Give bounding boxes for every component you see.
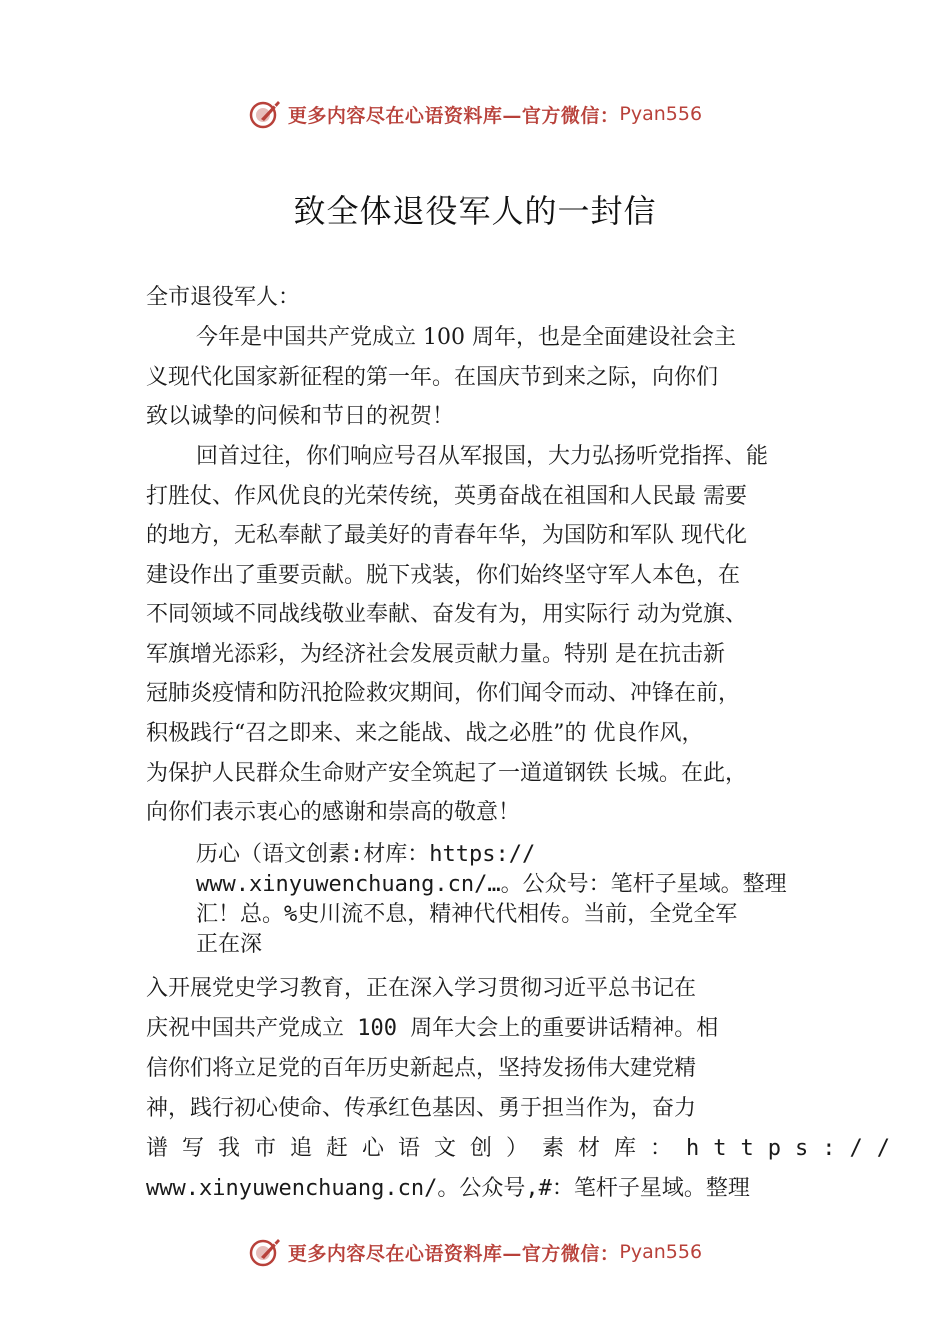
paragraph-line: 的地方，无私奉献了最美好的青春年华，为国防和军队 现代化 (146, 523, 747, 548)
paragraph-line: 义现代化国家新征程的第一年。在国庆节到来之际，向你们 (146, 365, 719, 390)
paragraph-line: 军旗增光添彩，为经济社会发展贡献力量。特别 是在抗击新 (146, 642, 725, 667)
paragraph-line: 为保护人民群众生命财产安全筑起了一道道钢铁 长城。在此， (146, 761, 747, 786)
footer-banner (0, 1232, 950, 1272)
paragraph-line: 入开展党史学习教育，正在深入学习贯彻习近平总书记在 (146, 976, 697, 1001)
paragraph-line: 神，践行初心使命、传承红色基因、勇于担当作为，奋力 (146, 1096, 697, 1121)
paragraph-line: 今年是中国共产党成立 100 周年，也是全面建设社会主 (196, 325, 736, 350)
paragraph-line: 冠肺炎疫情和防汛抢险救灾期间，你们闻令而动、冲锋在前， (146, 681, 741, 706)
paragraph-line: 信你们将立足党的百年历史新起点，坚持发扬伟大建党精 (146, 1056, 697, 1081)
paragraph-line: 向你们表示衷心的感谢和崇高的敬意！ (146, 800, 521, 825)
paragraph-line: 建设作出了重要贡献。脱下戎装，你们始终坚守军人本色，在 (146, 563, 741, 588)
banner-text: 更多内容尽在心语资料库—官方微信： (287, 1242, 620, 1265)
document-title: 致全体退役军人的一封信 (293, 192, 657, 230)
paragraph-line: 打胜仗、作风优良的光荣传统，英勇奋战在祖国和人民最 需要 (146, 484, 747, 509)
paragraph-line: 历心（语文创素:材库：https:// (196, 842, 536, 867)
quill-logo-icon (248, 1235, 282, 1269)
banner-wechat-id: Pyan556 (619, 103, 703, 125)
paragraph-line: www.xinyuwenchuang.cn/…。公众号：笔杆子星域。整理 (196, 872, 787, 897)
paragraph-line: 积极践行“召之即来、来之能战、战之必胜”的 优良作风， (146, 721, 704, 746)
paragraph-line: 汇！总。%史川流不息，精神代代相传。当前，全党全军 (196, 902, 738, 927)
salutation: 全市退役军人： (146, 285, 301, 310)
banner-wechat-id: Pyan556 (619, 1241, 703, 1263)
banner-text: 更多内容尽在心语资料库—官方微信： (287, 104, 620, 127)
paragraph-line: 回首过往，你们响应号召从军报国，大力弘扬听党指挥、能 (196, 444, 769, 469)
paragraph-line: www.xinyuwenchuang.cn/。公众号,#：笔杆子星域。整理 (146, 1176, 750, 1201)
quill-logo-icon (248, 97, 282, 131)
paragraph-line: 谱写我市追赶心语文创）素材库：https:// (146, 1136, 904, 1161)
paragraph-line: 不同领域不同战线敬业奉献、奋发有为，用实际行 动为党旗、 (146, 602, 747, 627)
paragraph-line: 致以诚挚的问候和节日的祝贺！ (146, 404, 455, 429)
paragraph-line: 正在深 (196, 932, 263, 957)
paragraph-line: 庆祝中国共产党成立 100 周年大会上的重要讲话精神。相 (146, 1016, 719, 1041)
header-banner (0, 94, 950, 134)
